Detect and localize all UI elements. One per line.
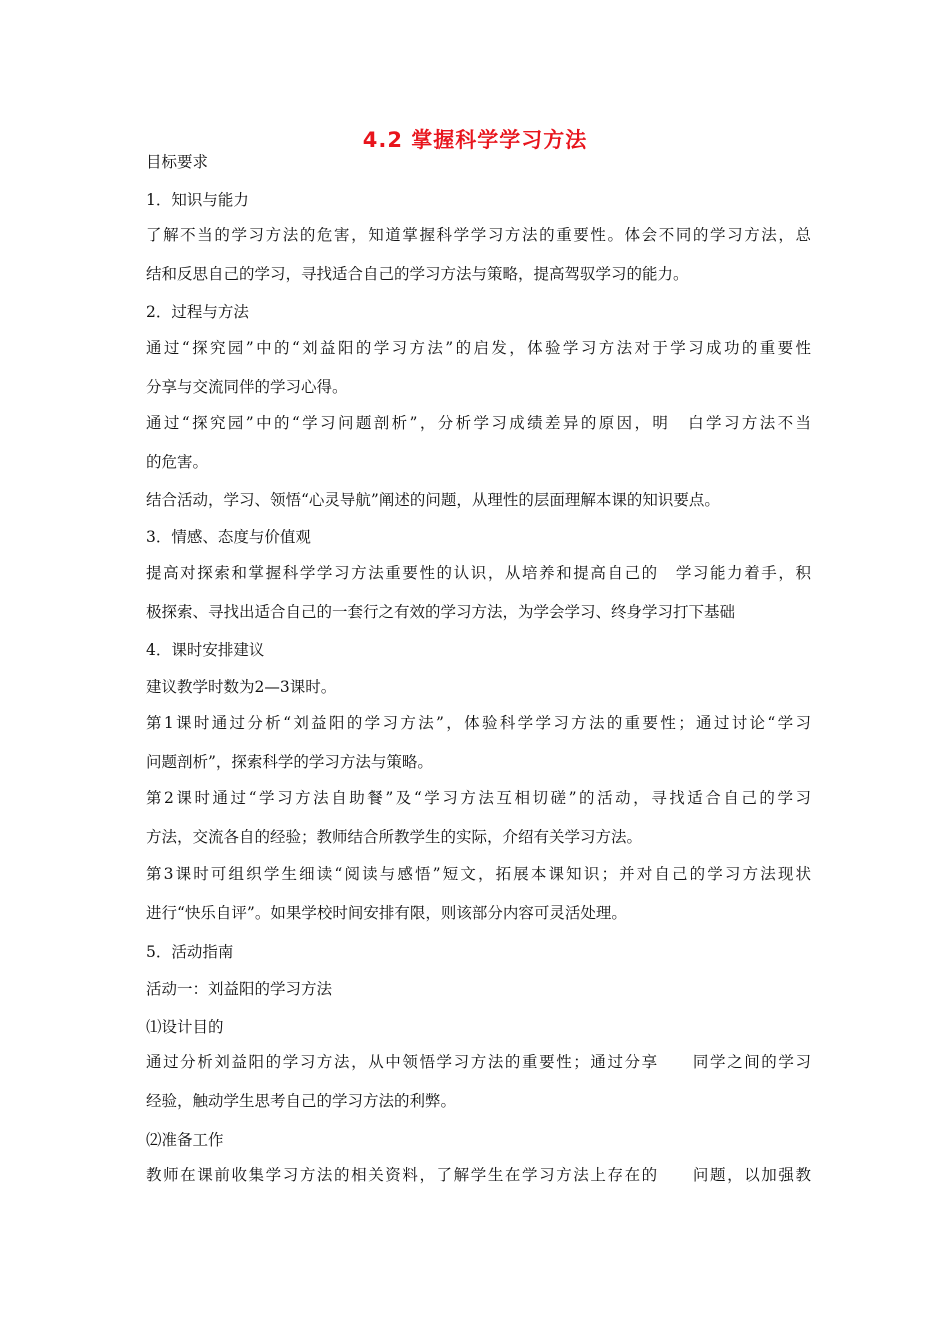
text-line: 分享与交流同伴的学习心得。	[146, 378, 348, 396]
document-title: 4.2 掌握科学学习方法	[362, 128, 588, 152]
text-line: 教师在课前收集学习方法的相关资料，了解学生在学习方法上存在的 问题，以加强教	[146, 1166, 811, 1184]
text-line: 4．课时安排建议	[146, 641, 265, 659]
text-line: 经验，触动学生思考自己的学习方法的利弊。	[146, 1092, 457, 1110]
text-line: 通过“探究园”中的“刘益阳的学习方法”的启发，体验学习方法对于学习成功的重要性	[146, 339, 811, 357]
text-line: 5．活动指南	[146, 943, 234, 961]
text-line: 结和反思自己的学习，寻找适合自己的学习方法与策略，提高驾驭学习的能力。	[146, 265, 689, 283]
text-line: 的危害。	[146, 453, 209, 471]
text-line: 第2课时通过“学习方法自助餐”及“学习方法互相切磋”的活动，寻找适合自己的学习	[146, 789, 811, 807]
text-line: 提高对探索和掌握科学学习方法重要性的认识，从培养和提高自己的 学习能力着手，积	[146, 564, 811, 582]
text-line: 第1课时通过分析“刘益阳的学习方法”，体验科学学习方法的重要性；通过讨论“学习	[146, 714, 811, 732]
text-line: 了解不当的学习方法的危害，知道掌握科学学习方法的重要性。体会不同的学习方法，总	[146, 226, 811, 244]
text-line: 结合活动，学习、领悟“心灵导航”阐述的问题，从理性的层面理解本课的知识要点。	[146, 491, 720, 509]
text-line: 3．情感、态度与价值观	[146, 528, 311, 546]
text-line: 2．过程与方法	[146, 303, 249, 321]
text-line: ⑵准备工作	[146, 1131, 224, 1149]
text-line: 1．知识与能力	[146, 191, 249, 209]
text-line: 方法，交流各自的经验；教师结合所教学生的实际，介绍有关学习方法。	[146, 828, 643, 846]
text-line: 通过分析刘益阳的学习方法，从中领悟学习方法的重要性；通过分享 同学之间的学习	[146, 1053, 811, 1071]
text-line: 问题剖析”，探索科学的学习方法与策略。	[146, 753, 433, 771]
text-line: 建议教学时数为2—3课时。	[146, 678, 337, 696]
text-line: 第3课时可组织学生细读“阅读与感悟”短文，拓展本课知识；并对自己的学习方法现状	[146, 865, 811, 883]
text-line: 极探索、寻找出适合自己的一套行之有效的学习方法，为学会学习、终身学习打下基础	[146, 603, 736, 621]
text-line: 通过“探究园”中的“学习问题剖析”，分析学习成绩差异的原因，明 白学习方法不当	[146, 414, 811, 432]
text-line: ⑴设计目的	[146, 1018, 224, 1036]
text-line: 目标要求	[146, 153, 209, 171]
text-line: 进行“快乐自评”。如果学校时间安排有限，则该部分内容可灵活处理。	[146, 904, 627, 922]
text-line: 活动一：刘益阳的学习方法	[146, 980, 333, 998]
